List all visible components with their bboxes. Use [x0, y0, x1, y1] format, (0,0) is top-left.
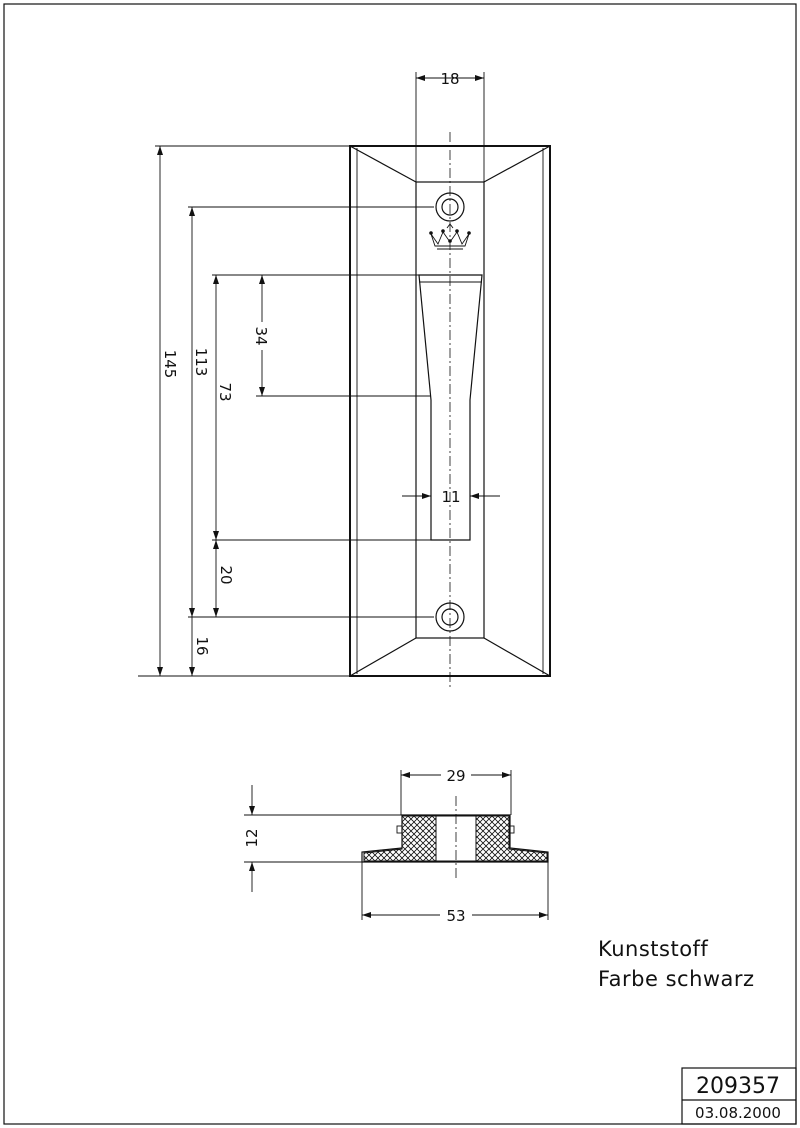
dimension-73: 73: [216, 382, 234, 402]
dimension-145: 145: [161, 349, 179, 379]
color-note: Farbe schwarz: [598, 967, 755, 991]
dimension-29: 29: [446, 767, 466, 785]
dimension-20: 20: [217, 565, 235, 585]
section-view: [362, 796, 548, 880]
dimension-18: 18: [440, 70, 460, 88]
section-hatch-left: [364, 816, 436, 861]
bevel-line: [350, 638, 416, 676]
bevel-line: [484, 638, 550, 676]
front-view: [350, 132, 550, 688]
part-number: 209357: [696, 1074, 780, 1099]
dimension-113: 113: [192, 347, 210, 377]
title-block: [682, 1068, 796, 1124]
material-note: Kunststoff: [598, 937, 709, 961]
drawing-date: 03.08.2000: [695, 1104, 781, 1122]
dimension-53: 53: [446, 907, 466, 925]
section-hatch-right: [476, 816, 547, 861]
bevel-line: [484, 146, 550, 182]
dimension-12: 12: [243, 828, 261, 848]
dimension-34: 34: [252, 326, 270, 346]
dimension-16: 16: [193, 636, 211, 656]
bevel-line: [350, 146, 416, 182]
dimension-11: 11: [441, 488, 461, 506]
